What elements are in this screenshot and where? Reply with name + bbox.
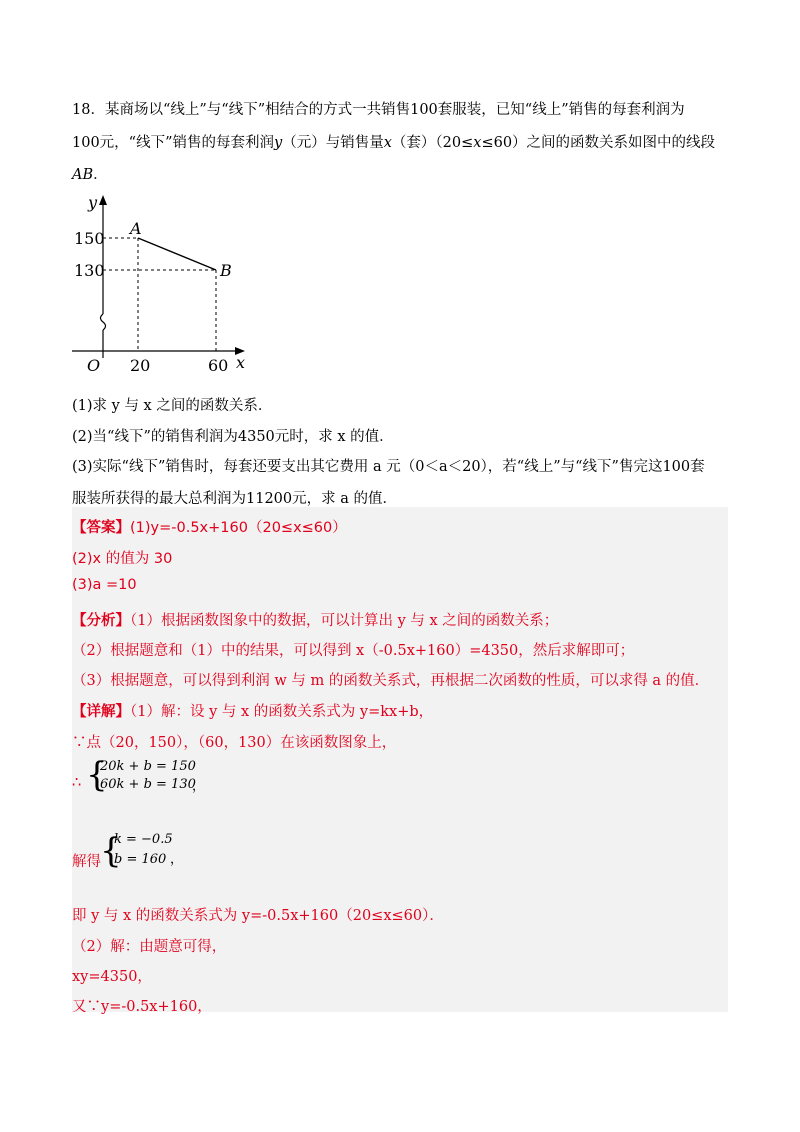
question-line-1: 18．某商场以“线上”与“线下”相结合的方式一共销售100套服装，已知“线上”销售的每套利润为 <box>72 102 685 118</box>
answer-3: (3)a =10 <box>72 577 137 593</box>
q-text: ． <box>93 167 108 183</box>
q-text: ≤60）之间的函数关系如图中的线段 <box>481 135 716 151</box>
y-axis-arrow-icon <box>99 195 107 205</box>
origin-label: O <box>87 356 101 375</box>
q-text: （元）与销售量 <box>282 135 384 151</box>
solve-label: 解得 <box>72 854 101 870</box>
q-text: （套）（20≤ <box>391 135 474 151</box>
detail-tag: 【详解】 <box>72 703 130 720</box>
equation-2a: k = −0.5 <box>114 832 173 847</box>
segment-ab: AB <box>72 167 94 183</box>
x-tick-20: 20 <box>130 356 151 375</box>
axis-break-icon <box>101 314 106 330</box>
detail-8: 又∵y=-0.5x+160， <box>72 999 212 1015</box>
detail-5: 即 y 与 x 的函数关系式为 y=-0.5x+160（20≤x≤60）． <box>72 908 444 924</box>
sub-question-1: (1)求 y 与 x 之间的函数关系． <box>72 398 273 414</box>
x-tick-60: 60 <box>208 356 229 375</box>
point-b-label: B <box>220 261 232 280</box>
var-x: x <box>383 135 392 151</box>
answer-tag: 【答案】 <box>72 520 130 536</box>
equation-1-end: ， <box>192 779 206 794</box>
y-tick-130: 130 <box>74 261 105 280</box>
x-axis-label: x <box>236 353 246 372</box>
detail-line-1 <box>72 700 433 721</box>
therefore-symbol: ∴ <box>72 775 82 791</box>
sub-question-2: (2)当“线下”的销售利润为4350元时，求 x 的值． <box>72 429 394 445</box>
equation-1b: 60k + b = 130 <box>100 777 196 792</box>
brace-icon: { <box>100 831 122 871</box>
equation-1a: 20k + b = 150 <box>100 759 196 774</box>
sub-question-3-cont: 服装所获得的最大总利润为11200元，求 a 的值． <box>72 491 397 507</box>
equation-2-end: ， <box>170 852 184 867</box>
q-text: 100元，“线下”销售的每套利润 <box>72 135 275 151</box>
point-a-label: A <box>130 219 142 238</box>
answer-line-1 <box>72 516 347 537</box>
analysis-2: （2）根据题意和（1）中的结果，可以得到 x（-0.5x+160）=4350，然后求解即可； <box>72 643 635 659</box>
brace-icon: { <box>86 755 108 795</box>
segment-ab-line <box>138 238 216 270</box>
analysis-line-1 <box>72 609 558 630</box>
question-line-3 <box>72 163 108 184</box>
question-line-2 <box>72 131 715 152</box>
y-axis-label: y <box>88 193 98 212</box>
analysis-1: （1）根据函数图象中的数据，可以计算出 y 与 x 之间的函数关系； <box>130 613 559 629</box>
answer-1: (1)y=-0.5x+160（20≤x≤60） <box>130 520 347 536</box>
detail-7: xy=4350， <box>72 969 152 985</box>
equation-2b: b = 160 <box>114 852 167 867</box>
detail-6: （2）解：由题意可得， <box>72 939 227 955</box>
detail-2: ∵点（20，150），（60，130）在该函数图象上， <box>72 735 397 751</box>
answer-2: (2)x 的值为 30 <box>72 551 173 567</box>
var-y: y <box>274 135 283 151</box>
detail-1: （1）解：设 y 与 x 的函数关系式为 y=kx+b， <box>130 704 434 720</box>
sub-question-3: (3)实际“线下”销售时，每套还要支出其它费用 a 元（0＜a＜20），若“线上”与“线下”售完这100套 <box>72 459 705 475</box>
var-x: x <box>473 135 482 151</box>
analysis-3: （3）根据题意，可以得到利润 w 与 m 的函数关系式，再根据二次函数的性质，可以求得 a 的值． <box>72 673 710 689</box>
y-tick-150: 150 <box>74 229 105 248</box>
function-graph <box>70 190 260 380</box>
analysis-tag: 【分析】 <box>72 612 130 629</box>
